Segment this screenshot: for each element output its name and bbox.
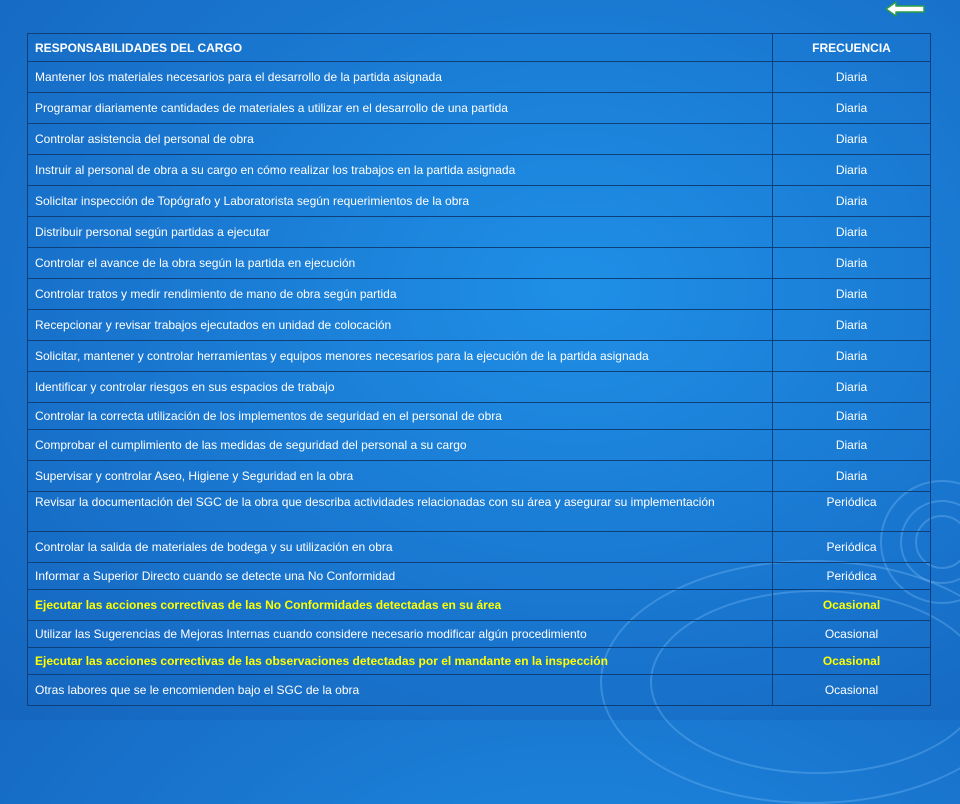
table-row (28, 155, 931, 186)
table-row (28, 675, 931, 706)
table-row (28, 341, 931, 372)
responsibility-cell: Controlar el avance de la obra según la partida en ejecución (28, 248, 773, 279)
table-header-row (28, 34, 931, 62)
back-arrow-icon[interactable] (884, 0, 926, 18)
table-row (28, 186, 931, 217)
table-row (28, 532, 931, 563)
frequency-cell: Ocasional (773, 675, 931, 706)
responsibility-cell: Programar diariamente cantidades de materiales a utilizar en el desarrollo de una partida (28, 93, 773, 124)
frequency-cell: Periódica (773, 563, 931, 590)
header-responsibilities: RESPONSABILIDADES DEL CARGO (28, 34, 773, 62)
table-row (28, 372, 931, 403)
responsibility-cell: Otras labores que se le encomienden bajo el SGC de la obra (28, 675, 773, 706)
frequency-cell: Periódica (773, 492, 931, 532)
frequency-cell: Diaria (773, 62, 931, 93)
responsibilities-table (27, 33, 931, 706)
frequency-cell: Diaria (773, 279, 931, 310)
responsibility-cell: Controlar la salida de materiales de bodega y su utilización en obra (28, 532, 773, 563)
responsibility-cell: Revisar la documentación del SGC de la obra que describa actividades relacionadas con su área y asegurar su implementación (28, 492, 773, 532)
frequency-cell: Diaria (773, 248, 931, 279)
responsibility-cell: Controlar tratos y medir rendimiento de mano de obra según partida (28, 279, 773, 310)
table-row (28, 648, 931, 675)
frequency-cell: Diaria (773, 310, 931, 341)
table-row (28, 248, 931, 279)
frequency-cell: Ocasional (773, 648, 931, 675)
frequency-cell: Ocasional (773, 621, 931, 648)
responsibility-cell: Solicitar inspección de Topógrafo y Laboratorista según requerimientos de la obra (28, 186, 773, 217)
frequency-cell: Diaria (773, 217, 931, 248)
responsibility-cell: Solicitar, mantener y controlar herramientas y equipos menores necesarios para la ejecución de la partida asignada (28, 341, 773, 372)
table-row (28, 124, 931, 155)
table-row (28, 461, 931, 492)
responsibility-cell: Ejecutar las acciones correctivas de las observaciones detectadas por el mandante en la inspección (28, 648, 773, 675)
responsibility-cell: Distribuir personal según partidas a ejecutar (28, 217, 773, 248)
responsibility-cell: Controlar asistencia del personal de obra (28, 124, 773, 155)
table-row (28, 310, 931, 341)
responsibility-cell: Utilizar las Sugerencias de Mejoras Internas cuando considere necesario modificar algún procedimiento (28, 621, 773, 648)
table-row (28, 430, 931, 461)
responsibility-cell: Ejecutar las acciones correctivas de las No Conformidades detectadas en su área (28, 590, 773, 621)
frequency-cell: Ocasional (773, 590, 931, 621)
responsibility-cell: Instruir al personal de obra a su cargo en cómo realizar los trabajos en la partida asignada (28, 155, 773, 186)
frequency-cell: Diaria (773, 186, 931, 217)
responsibility-cell: Supervisar y controlar Aseo, Higiene y Seguridad en la obra (28, 461, 773, 492)
header-frequency: FRECUENCIA (773, 34, 931, 62)
frequency-cell: Diaria (773, 124, 931, 155)
frequency-cell: Periódica (773, 532, 931, 563)
table-row (28, 279, 931, 310)
table-row (28, 563, 931, 590)
responsibility-cell: Comprobar el cumplimiento de las medidas de seguridad del personal a su cargo (28, 430, 773, 461)
table-row (28, 621, 931, 648)
table-row (28, 403, 931, 430)
responsibility-cell: Controlar la correcta utilización de los implementos de seguridad en el personal de obra (28, 403, 773, 430)
table-row (28, 492, 931, 532)
table-row (28, 93, 931, 124)
frequency-cell: Diaria (773, 403, 931, 430)
table-row (28, 62, 931, 93)
table-row (28, 217, 931, 248)
frequency-cell: Diaria (773, 372, 931, 403)
frequency-cell: Diaria (773, 93, 931, 124)
frequency-cell: Diaria (773, 461, 931, 492)
responsibility-cell: Identificar y controlar riesgos en sus espacios de trabajo (28, 372, 773, 403)
responsibility-cell: Informar a Superior Directo cuando se detecte una No Conformidad (28, 563, 773, 590)
frequency-cell: Diaria (773, 155, 931, 186)
responsibility-cell: Mantener los materiales necesarios para el desarrollo de la partida asignada (28, 62, 773, 93)
frequency-cell: Diaria (773, 430, 931, 461)
responsibility-cell: Recepcionar y revisar trabajos ejecutados en unidad de colocación (28, 310, 773, 341)
frequency-cell: Diaria (773, 341, 931, 372)
table-row (28, 590, 931, 621)
